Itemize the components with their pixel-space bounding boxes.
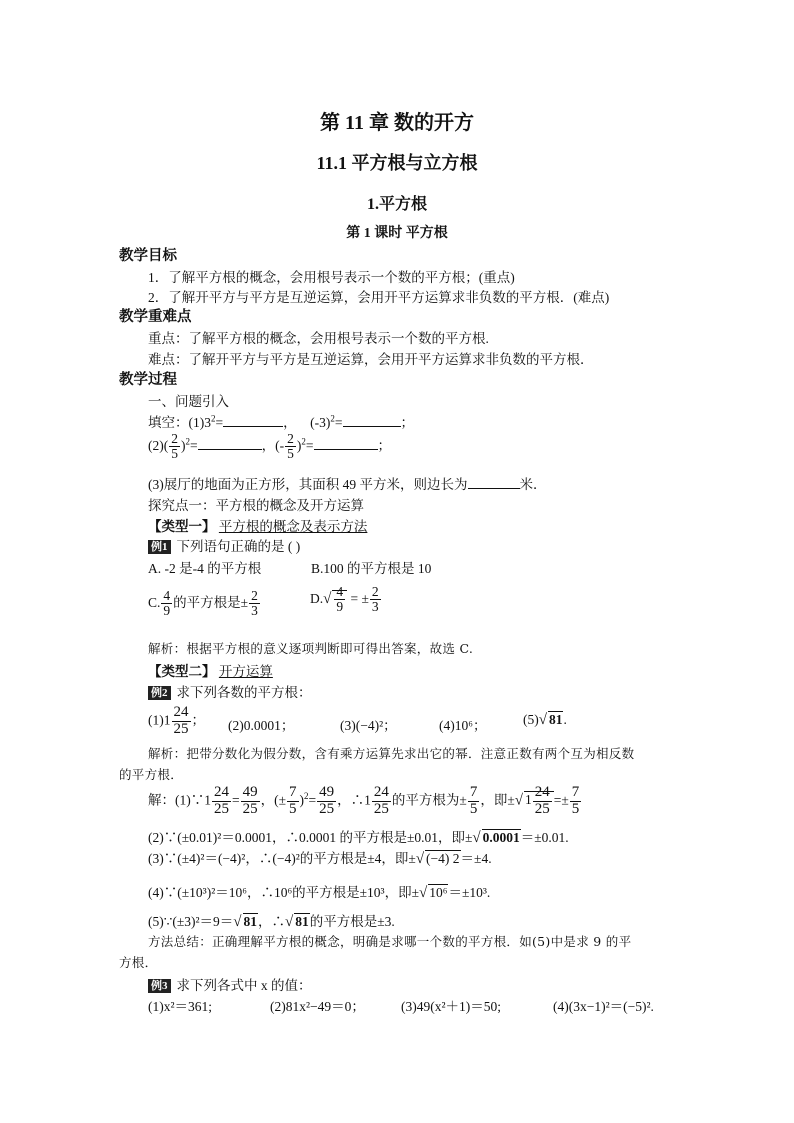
example-tag: 例3 [148,979,171,993]
fraction: $\frac{2}{3}$ [371,584,379,615]
explore-heading: 探究点一：平方根的概念及开方运算 [148,498,364,513]
answer-blank[interactable] [314,437,378,450]
fill1-label: 填空：(1)3 [148,415,211,430]
ex2-item-2: (2)0.0001； [228,718,295,733]
answer-blank[interactable] [468,476,520,489]
method-summary-2: 方根． [119,955,158,970]
radical-icon: √ [538,712,547,728]
ex3-item-4: (4)(3x−1)²＝(−5)². [553,999,654,1014]
fraction: $\frac{2}{3}$ [251,588,258,619]
ex2-items: (1)1 $\frac{24}{25}$ ； [148,704,205,737]
answer-blank[interactable] [223,414,283,427]
lesson-title: 第 1 课时 平方根 [346,226,448,241]
solution-3: (3)∵(±4)²＝(−4)²，∴(−4)²的平方根是±4，即±√ (−4) 2＝±4. [148,851,492,867]
answer-blank[interactable] [343,414,401,427]
option-b: B.100 的平方根是 10 [311,561,432,576]
fill-line-2: (2)( $\frac{2}{5}$ )$^2$= ，(- $\frac{2}{5}$ )$^2$= ； [148,431,391,462]
method-summary-1: 方法总结：正确理解平方根的概念，明确是求哪一个数的平方根．如(5)中是求 9 的平 [148,934,632,949]
ex3-item-1: (1)x²＝361; [148,999,213,1014]
option-c: C. $\frac{4}{9}$ 的平方根是± $\frac{2}{3}$ [148,588,258,619]
fill-line-1: 填空：$(1)3^2=$ ， $(-3)^2=$ ； [148,413,414,430]
goals-heading: 教学目标 [119,248,177,264]
section-title: 11.1 平方根与立方根 [316,153,478,173]
fraction: $\frac{4}{9}$ [163,588,171,619]
fill-line-3: (3)展厅的地面为正方形，其面积 49 平方米，则边长为 米． [148,477,547,492]
fraction: $\frac{4}{9}$ [336,584,344,615]
ex2-item-4: (4)10⁶； [439,718,487,733]
solution-2: (2)∵(±0.01)²＝0.0001，∴0.0001 的平方根是±0.01，即±√ 0.0001＝±0.01. [148,830,569,846]
chapter-title: 第 11 章 数的开方 [320,112,474,134]
keypoints-heading: 教学重难点 [119,309,192,325]
ex3-item-2: (2)81x²−49＝0； [270,999,365,1014]
example-2: 例2 求下列各数的平方根： [148,681,312,701]
fraction: $\frac{2}{5}$ [171,431,178,462]
radical-icon: √ [323,590,332,607]
goal-item-1: 1．了解平方根的概念，会用根号表示一个数的平方根；(重点) [148,270,515,285]
type2-heading: 【类型二】 开方运算 [148,664,273,679]
ex2-analysis-2: 的平方根． [119,767,184,782]
solution-4: (4)∵(±10³)²＝10⁶，∴10⁶的平方根是±10³，即±√ 10⁶＝±10³. [148,885,491,901]
fraction: $\frac{2}{5}$ [287,431,294,462]
subsection-title: 1.平方根 [366,196,427,213]
goal-item-2: 2．了解开平方与平方是互逆运算，会用开平方运算求非负数的平方根．(难点) [148,290,610,305]
solution-1: 解：(1)∵1 $\frac{24}{25}$ = $\frac{49}{25}$ ，(± $\frac{7}{5}$ )$^2$= $\frac{49}{25}$ ，∴1 $\frac{24}{25}$ 的平方根为± $\frac{7}{5}$ ，即±√ 1 $\frac{24}{25}$ =± $\frac{7}{5}$ [148,784,580,817]
example-tag: 例1 [148,540,171,554]
example-1: 例1 下列语句正确的是 ( ) [148,535,300,555]
radical-icon: √ [514,792,523,809]
option-d: D.√ $\frac{4}{9}$ = ± $\frac{2}{3}$ [310,584,379,615]
hard-point: 难点：了解开平方与平方是互逆运算，会用开平方运算求非负数的平方根． [148,352,594,367]
key-point: 重点：了解平方根的概念，会用根号表示一个数的平方根. [148,331,489,346]
ex1-analysis: 解析：根据平方根的意义逐项判断即可得出答案，故选 C. [148,641,474,656]
ex3-item-3: (3)49(x²＋1)＝50; [401,999,502,1014]
ex2-analysis-1: 解析：把带分数化为假分数，含有乘方运算先求出它的幂．注意正数有两个互为相反数 [148,746,635,761]
option-a: A. -2 是-4 的平方根 [148,561,262,576]
example-3: 例3 求下列各式中 x 的值： [148,974,312,994]
type1-heading: 【类型一】 平方根的概念及表示方法 [148,519,368,534]
example-tag: 例2 [148,686,171,700]
solution-5: (5)∵(±3)²＝9＝√ 81，∴√ 81的平方根是±3. [148,914,395,930]
answer-blank[interactable] [198,437,262,450]
ex2-item-3: (3)(−4)²； [340,718,397,733]
fraction: $\frac{24}{25}$ [173,704,189,737]
intro-heading: 一、问题引入 [148,394,229,409]
process-heading: 教学过程 [119,372,177,388]
ex2-item-5: (5)√ 81. [523,712,567,728]
